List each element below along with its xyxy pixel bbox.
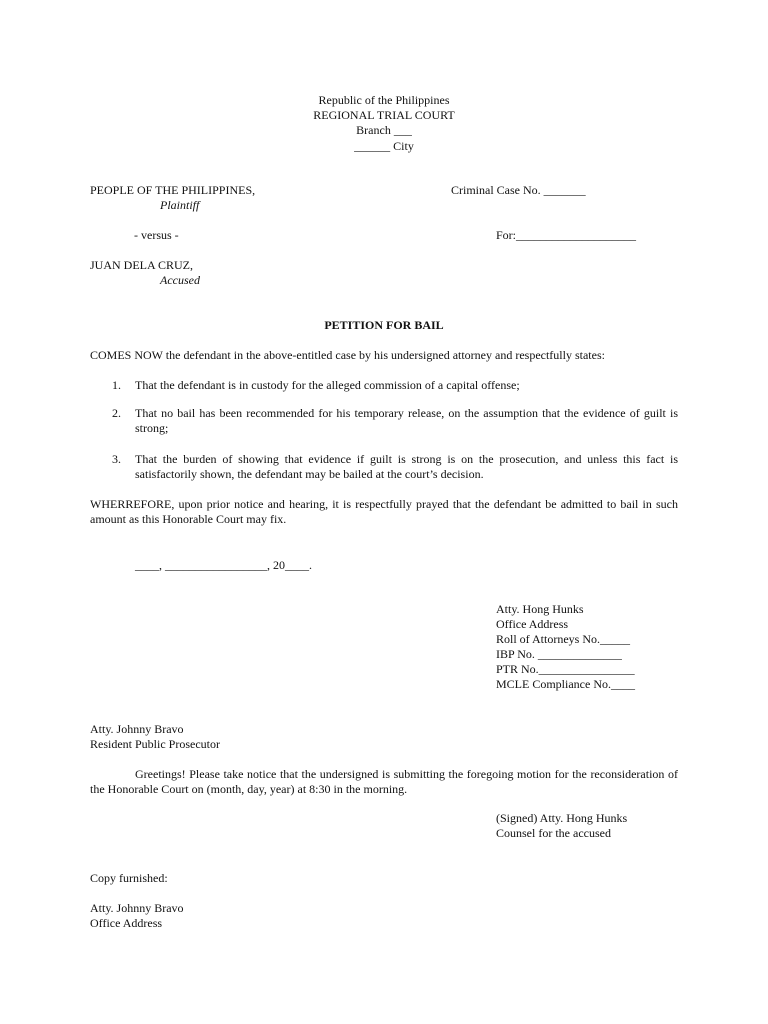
prosecutor-name: Atty. Johnny Bravo (90, 722, 184, 736)
plaintiff-name: PEOPLE OF THE PHILIPPINES, (90, 183, 256, 197)
signed-attorney: (Signed) Atty. Hong Hunks (496, 811, 628, 825)
list-item-text: That the burden of showing that evidence if guilt is strong is on the prosecution, and unless this fact is satisfactorily shown, the defendant may be bailed at the court’s decision. (135, 452, 678, 481)
court-header-city: ______ City (354, 139, 414, 153)
mcle-compliance-number: MCLE Compliance No.____ (496, 677, 635, 691)
list-item-text: That no bail has been recommended for his temporary release, on the assumption that the evidence of guilt is strong; (135, 406, 678, 435)
court-header-branch: Branch ___ (356, 123, 412, 137)
criminal-case-number: Criminal Case No. _______ (451, 183, 586, 197)
court-header-republic: Republic of the Philippines (318, 93, 450, 107)
court-header-rtc: REGIONAL TRIAL COURT (313, 108, 455, 122)
signed-role: Counsel for the accused (496, 826, 611, 840)
prayer-paragraph: WHERREFORE, upon prior notice and hearing, it is respectfully prayed that the defendant be admitted to bail in such amount as this Honorable Court may fix. (90, 497, 678, 526)
attorney-name: Atty. Hong Hunks (496, 602, 584, 616)
intro-paragraph: COMES NOW the defendant in the above-entitled case by his undersigned attorney and respectfully states: (90, 348, 605, 362)
list-item-number: 1. (112, 378, 121, 392)
versus-label: - versus - (134, 228, 179, 242)
notice-of-hearing: Greetings! Please take notice that the undersigned is submitting the foregoing motion for the reconsideration of the Honorable Court on (month, day, year) at 8:30 in the morning. (90, 767, 678, 796)
ibp-number: IBP No. ______________ (496, 647, 622, 661)
plaintiff-role: Plaintiff (160, 198, 200, 212)
list-item-number: 3. (112, 452, 121, 466)
prosecutor-title: Resident Public Prosecutor (90, 737, 220, 751)
roll-of-attorneys-number: Roll of Attorneys No._____ (496, 632, 630, 646)
list-item-text: That the defendant is in custody for the alleged commission of a capital offense; (135, 378, 520, 392)
offense-for-line: For:____________________ (496, 228, 637, 242)
copy-recipient-name: Atty. Johnny Bravo (90, 901, 184, 915)
accused-role: Accused (160, 273, 200, 287)
accused-name: JUAN DELA CRUZ, (90, 258, 194, 272)
copy-furnished-label: Copy furnished: (90, 871, 168, 885)
attorney-office-address: Office Address (496, 617, 569, 631)
date-line: ____, _________________, 20____. (135, 558, 312, 572)
copy-recipient-address: Office Address (90, 916, 163, 930)
ptr-number: PTR No.________________ (496, 662, 635, 676)
list-item-number: 2. (112, 406, 121, 420)
document-title: PETITION FOR BAIL (324, 318, 444, 332)
